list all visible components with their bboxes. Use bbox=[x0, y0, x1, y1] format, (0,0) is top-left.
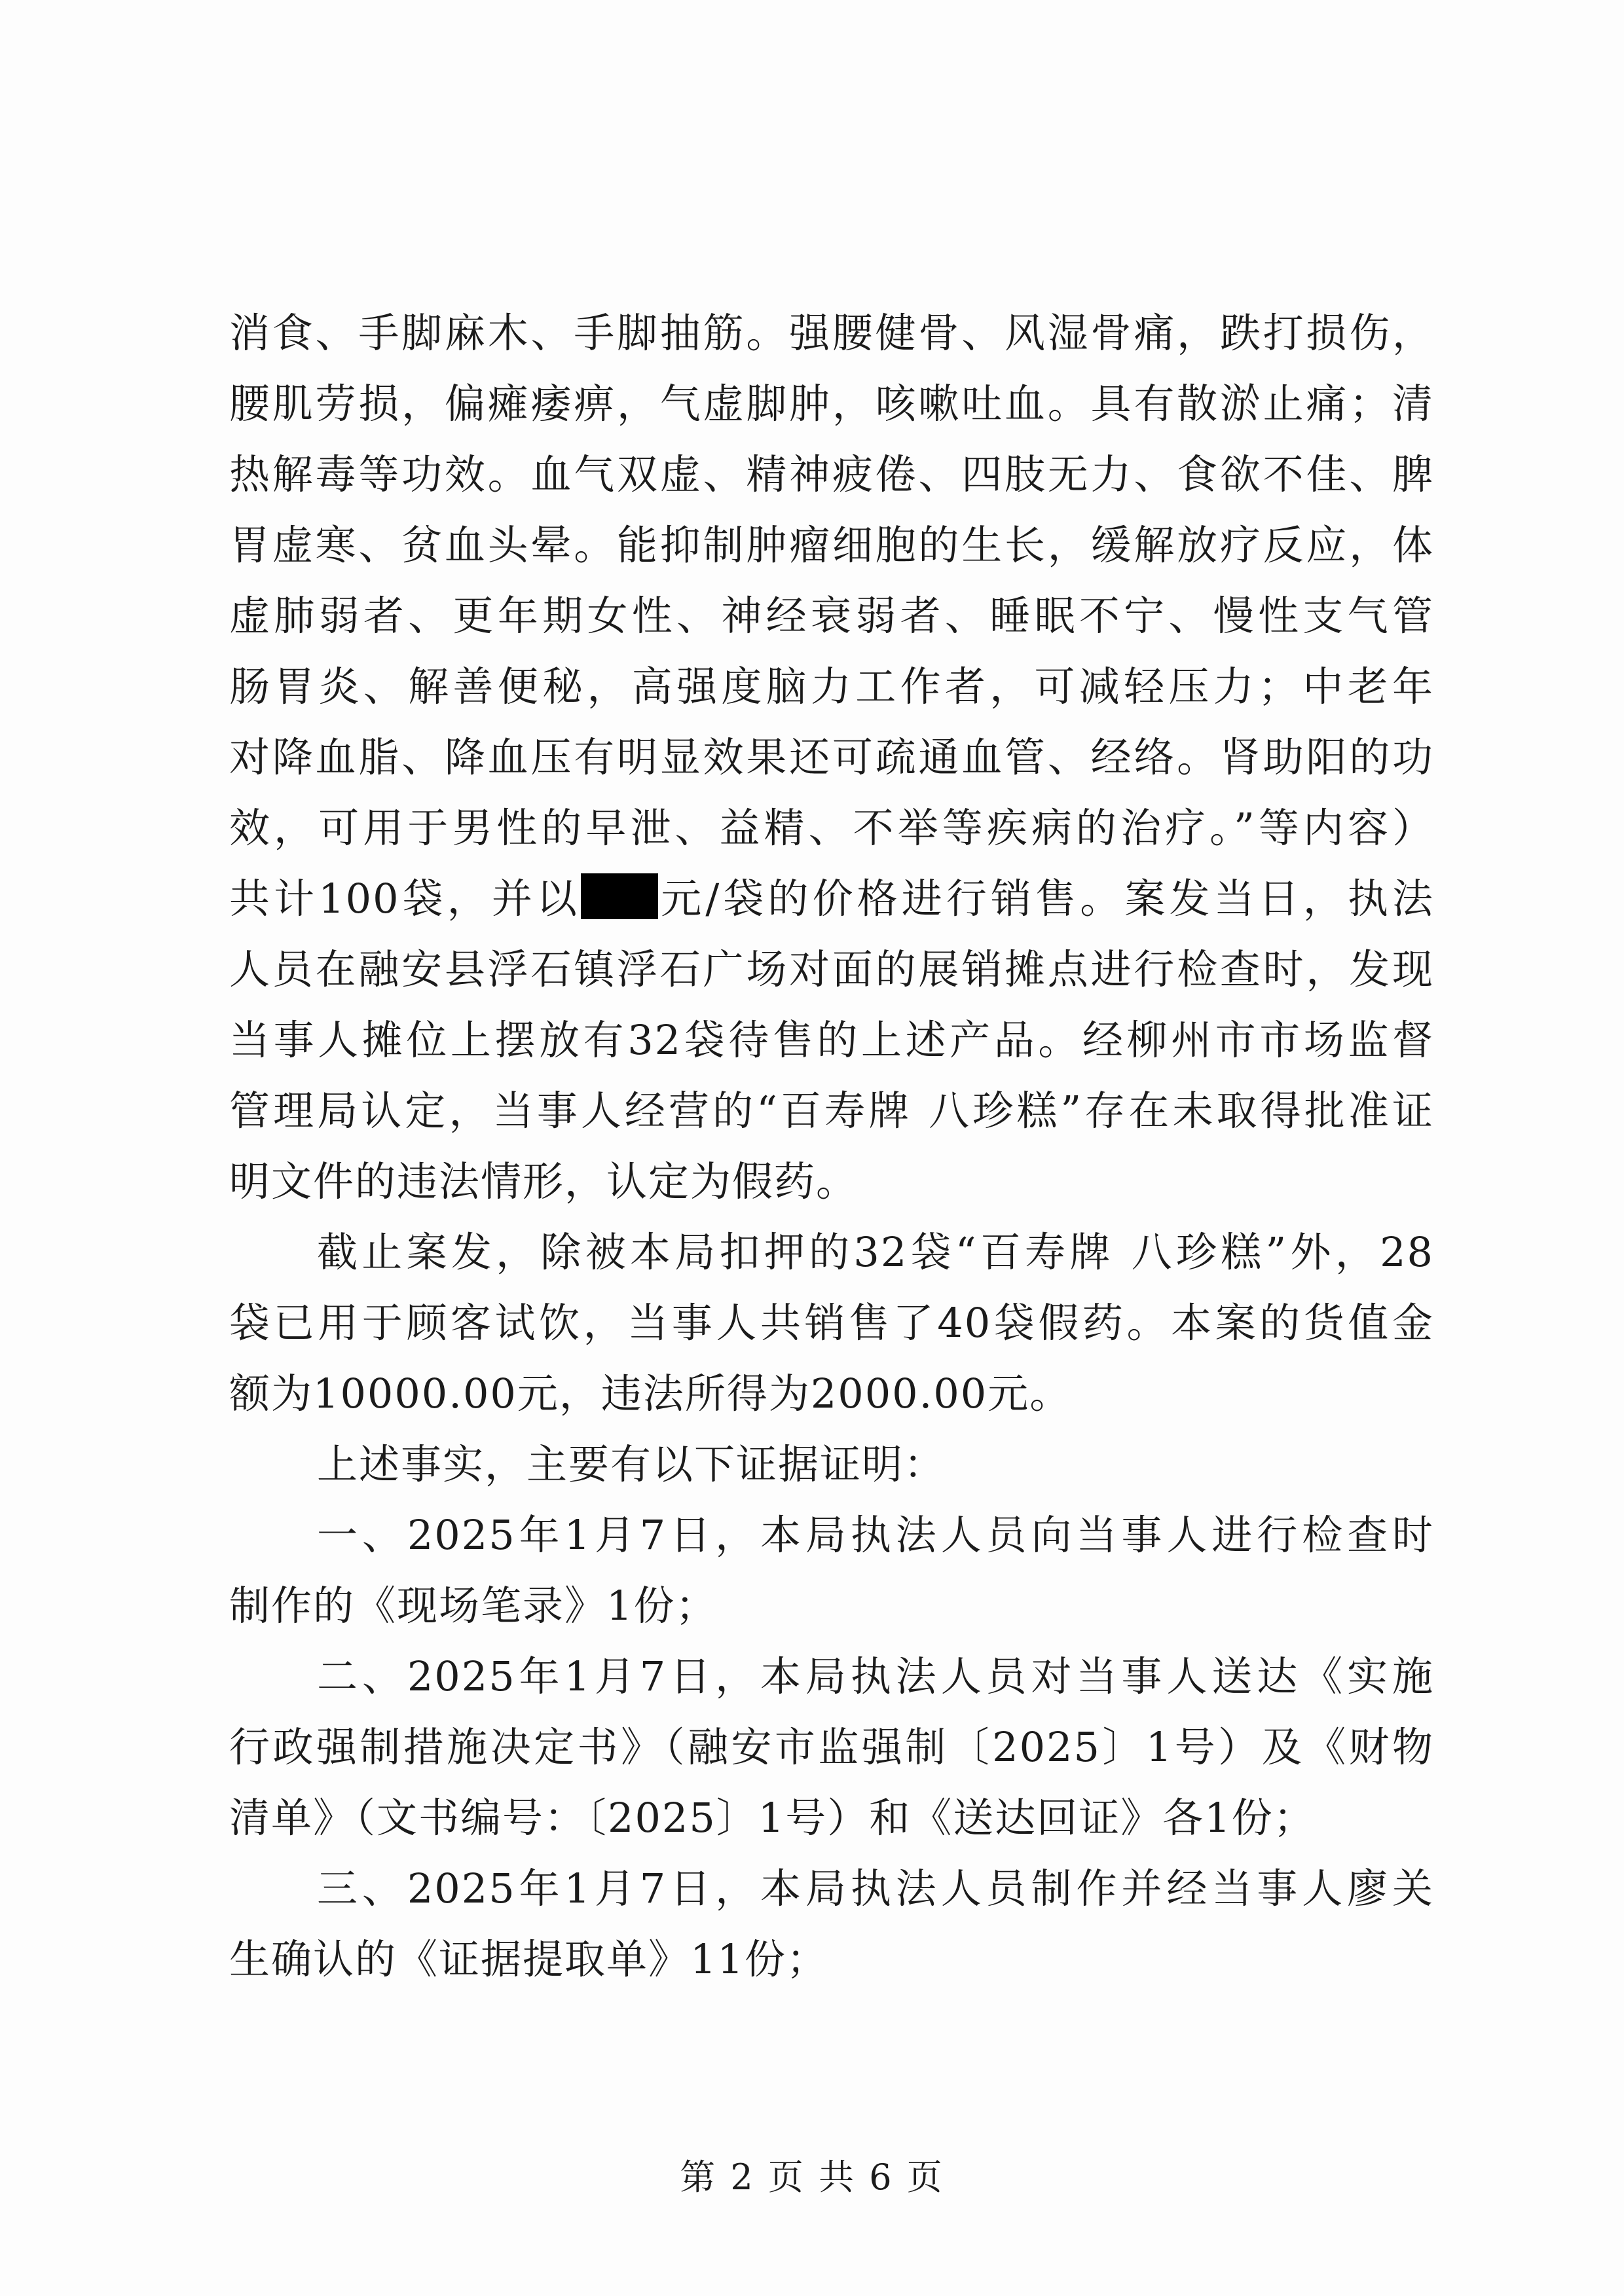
text-line: 腰肌劳损，偏瘫痿痹，气虚脚肿，咳嗽吐血。具有散淤止痛；清 bbox=[229, 380, 1434, 428]
text-line: 肠胃炎、解善便秘，高强度脑力工作者，可减轻压力；中老年 bbox=[229, 663, 1434, 710]
body-text bbox=[229, 298, 1434, 1995]
text-segment: 元/袋的价格进行销售。案发当日，执法 bbox=[658, 875, 1434, 922]
text-segment: 共计100袋，并以 bbox=[229, 875, 581, 922]
text-line: 当事人摊位上摆放有32袋待售的上述产品。经柳州市市场监督 bbox=[229, 1016, 1434, 1064]
text-line: 虚肺弱者、更年期女性、神经衰弱者、睡眠不宁、慢性支气管 bbox=[229, 592, 1434, 640]
text-line-with-redaction bbox=[229, 864, 1434, 934]
redaction-block bbox=[581, 873, 658, 919]
text-line: 胃虚寒、贫血头晕。能抑制肿瘤细胞的生长，缓解放疗反应，体 bbox=[229, 521, 1434, 569]
text-line: 人员在融安县浮石镇浮石广场对面的展销摊点进行检查时，发现 bbox=[229, 945, 1434, 993]
page-number: 第 2 页 共 6 页 bbox=[680, 2157, 944, 2198]
text-line: 一、2025年1月7日，本局执法人员向当事人进行检查时 bbox=[317, 1511, 1434, 1559]
text-line: 清单》（文书编号：〔2025〕1号）和《送达回证》各1份； bbox=[229, 1794, 1316, 1842]
text-line: 二、2025年1月7日，本局执法人员对当事人送达《实施 bbox=[317, 1652, 1434, 1700]
text-line: 三、2025年1月7日，本局执法人员制作并经当事人廖关 bbox=[317, 1865, 1434, 1912]
text-line: 制作的《现场笔录》1份； bbox=[229, 1582, 718, 1630]
text-line: 效，可用于男性的早泄、益精、不举等疾病的治疗。”等内容） bbox=[229, 804, 1434, 852]
text-line: 截止案发，除被本局扣押的32袋“百寿牌 八珍糕”外，28 bbox=[317, 1228, 1434, 1276]
text-line: 管理局认定，当事人经营的“百寿牌 八珍糕”存在未取得批准证 bbox=[229, 1087, 1434, 1135]
text-line: 消食、手脚麻木、手脚抽筋。强腰健骨、风湿骨痛，跌打损伤， bbox=[229, 309, 1434, 357]
text-line: 额为10000.00元，违法所得为2000.00元。 bbox=[229, 1370, 1072, 1417]
text-line: 生确认的《证据提取单》11份； bbox=[229, 1935, 828, 1983]
text-line: 袋已用于顾客试饮，当事人共销售了40袋假药。本案的货值金 bbox=[229, 1299, 1434, 1347]
text-line: 行政强制措施决定书》（融安市监强制〔2025〕1号）及《财物 bbox=[229, 1723, 1434, 1771]
text-line: 对降血脂、降血压有明显效果还可疏通血管、经络。肾助阳的功 bbox=[229, 733, 1434, 781]
text-line: 上述事实，主要有以下证据证明： bbox=[317, 1440, 946, 1488]
text-line: 明文件的违法情形，认定为假药。 bbox=[229, 1157, 858, 1205]
text-line: 热解毒等功效。血气双虚、精神疲倦、四肢无力、食欲不佳、脾 bbox=[229, 450, 1434, 498]
